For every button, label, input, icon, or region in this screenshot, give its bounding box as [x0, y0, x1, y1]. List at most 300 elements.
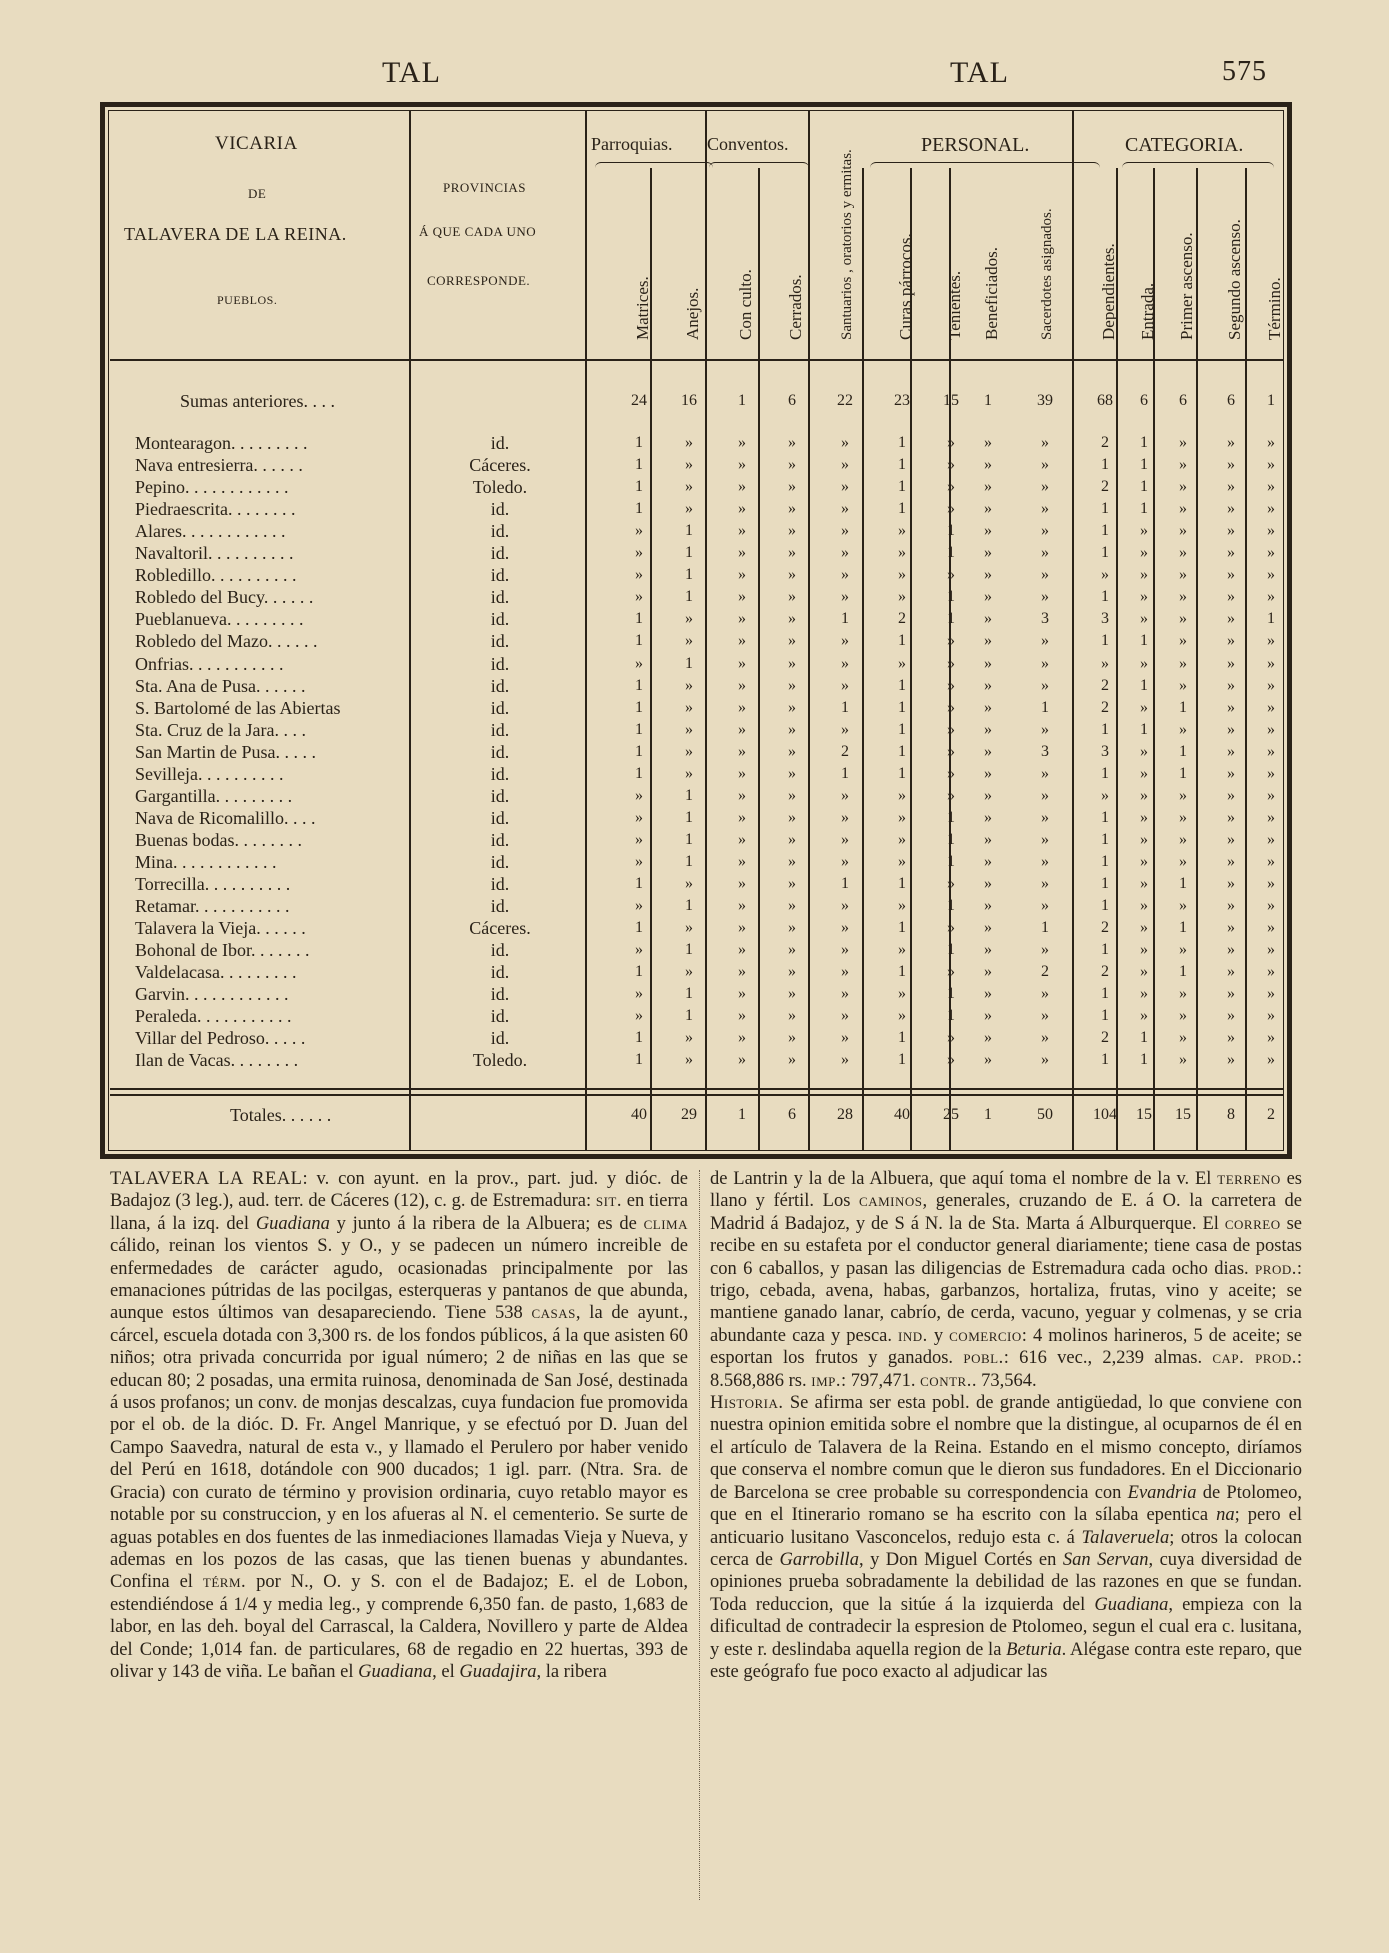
table-cell: » [1227, 919, 1235, 937]
table-cell: » [635, 897, 643, 915]
table-cell: 1 [898, 919, 906, 937]
table-cell: 1 [947, 1007, 955, 1025]
table-cell: 1 [1140, 632, 1148, 650]
table-cell: » [1041, 434, 1049, 451]
table-cell: » [898, 786, 906, 804]
place-name: Nava entresierra. . . . . . [135, 455, 303, 476]
table-cell: » [1227, 941, 1235, 959]
table-cell: » [738, 808, 746, 826]
table-cell: » [1267, 588, 1275, 606]
table-cell: 1 [841, 875, 849, 892]
table-cell: » [1140, 522, 1148, 540]
table-row [0, 520, 1389, 542]
table-cell: » [1041, 544, 1049, 562]
table-row [0, 697, 1389, 719]
province: id. [490, 785, 510, 806]
table-cell: » [788, 764, 796, 782]
table-cell: » [1267, 830, 1275, 848]
table-cell: 1 [685, 852, 693, 870]
table-cell: 1 [1101, 897, 1109, 915]
table-cell: » [1267, 720, 1275, 738]
column-heading: Beneficiados. [982, 247, 1001, 340]
table-cell: » [788, 676, 796, 694]
province: Toledo. [472, 1050, 528, 1071]
table-cell: » [1267, 566, 1275, 584]
table-cell: » [984, 897, 992, 915]
table-cell: » [1179, 632, 1187, 650]
table-cell: » [898, 522, 906, 540]
article-text: , el [432, 1661, 460, 1682]
table-cell: 1 [1101, 522, 1109, 540]
table-cell: » [685, 698, 693, 716]
table-cell: 6 [788, 1106, 796, 1123]
table-cell: » [947, 456, 955, 474]
province: id. [490, 697, 510, 718]
table-cell: » [788, 941, 796, 959]
table-cell: » [1227, 500, 1235, 518]
table-cell: » [685, 610, 693, 628]
table-cell: » [1267, 1029, 1275, 1047]
table-cell: 1 [898, 632, 906, 650]
group-categoria: CATEGORIA. [1125, 134, 1244, 156]
table-cell: 2 [1101, 698, 1109, 716]
header-de: DE [248, 186, 267, 201]
table-cell: » [841, 434, 849, 451]
table-cell: » [984, 830, 992, 848]
table-cell: » [1179, 478, 1187, 496]
table-cell: 2 [1101, 963, 1109, 981]
table-cell: » [788, 566, 796, 584]
table-cell: 1 [841, 698, 849, 716]
place-name: Pueblanueva. . . . . . . . . [135, 609, 304, 630]
table-row [0, 829, 1389, 851]
table-cell: » [984, 852, 992, 870]
table-cell: » [984, 434, 992, 451]
table-cell: » [1140, 808, 1148, 826]
article-text: correo [1224, 1213, 1281, 1234]
province: id. [490, 829, 510, 850]
article-text: imp. [811, 1370, 841, 1391]
table-cell: 3 [1041, 742, 1049, 760]
table-cell: 1 [1101, 852, 1109, 870]
table-row [0, 785, 1389, 807]
table-cell: » [1267, 897, 1275, 915]
table-cell: » [1140, 566, 1148, 584]
table-cell: » [788, 852, 796, 870]
table-cell: » [1267, 985, 1275, 1003]
table-cell: » [1227, 588, 1235, 606]
table-row [0, 608, 1389, 630]
province: id. [490, 807, 510, 828]
table-cell: 1 [635, 676, 643, 694]
table-cell: » [635, 808, 643, 826]
table-cell: 1 [947, 522, 955, 540]
table-cell: » [1041, 875, 1049, 892]
header-vicaria: VICARIA [215, 133, 298, 154]
table-cell: 1 [1101, 830, 1109, 848]
table-cell: » [1267, 764, 1275, 782]
article-text: ; otros la colocan cerca de [710, 1527, 1302, 1570]
article-text: . 73,564. [971, 1370, 1037, 1391]
table-cell: 39 [1037, 392, 1053, 409]
table-cell: » [947, 742, 955, 760]
table-cell: 1 [898, 963, 906, 981]
table-cell: 6 [1179, 392, 1187, 409]
table-cell: 1 [635, 1029, 643, 1047]
article-text: contr. [920, 1370, 972, 1391]
table-cell: 1 [685, 654, 693, 672]
place-name: Villar del Pedroso. . . . . [135, 1028, 306, 1049]
table-cell: » [1041, 830, 1049, 848]
province: Cáceres. [469, 918, 531, 939]
place-name: Talavera la Vieja. . . . . . [135, 918, 306, 939]
table-cell: 1 [1041, 698, 1049, 716]
running-head-center: TAL [950, 56, 1009, 89]
article-text: , la ribera [536, 1661, 607, 1682]
table-cell: » [1041, 676, 1049, 694]
article-text: Garrobilla [779, 1549, 859, 1570]
table-cell: » [738, 1051, 746, 1069]
table-cell: » [898, 566, 906, 584]
table-cell: » [1140, 941, 1148, 959]
table-cell: 1 [1101, 632, 1109, 650]
table-cell: » [738, 676, 746, 694]
place-name: Buenas bodas. . . . . . . . [135, 829, 302, 850]
table-cell: » [841, 632, 849, 650]
table-cell: » [898, 941, 906, 959]
table-row [0, 939, 1389, 961]
article-text: : 4 molinos harineros, 5 de aceite; se esportan los frutos y ganados. [710, 1325, 1302, 1369]
table-cell: » [1140, 830, 1148, 848]
table-cell: » [1267, 919, 1275, 937]
table-cell: 1 [1101, 941, 1109, 959]
table-cell: » [898, 852, 906, 870]
totals-row [0, 1104, 1389, 1126]
table-cell: » [788, 434, 796, 451]
table-cell: 1 [898, 720, 906, 738]
table-cell: » [984, 522, 992, 540]
table-cell: 1 [685, 830, 693, 848]
article-text: ; pero el anticuario lusitano Vasconcelos, redujo esta c. á [710, 1505, 1302, 1548]
table-cell: » [788, 830, 796, 848]
table-cell: » [685, 478, 693, 496]
table-cell: » [984, 985, 992, 1003]
table-row [0, 476, 1389, 498]
table-cell: 3 [1101, 742, 1109, 760]
table-cell: » [1267, 434, 1275, 451]
group-personal: PERSONAL. [921, 134, 1030, 156]
column-heading: Matrices. [633, 276, 652, 340]
article-text: Evandria [1127, 1482, 1197, 1503]
table-cell: 1 [898, 698, 906, 716]
place-name: Retamar. . . . . . . . . . . [135, 896, 290, 917]
table-cell: » [1227, 786, 1235, 804]
table-cell: » [841, 808, 849, 826]
table-cell: » [788, 720, 796, 738]
table-cell: » [1041, 522, 1049, 540]
province: id. [490, 1006, 510, 1027]
table-cell: » [738, 963, 746, 981]
table-cell: 1 [947, 830, 955, 848]
table-cell: 1 [685, 1007, 693, 1025]
table-cell: » [1267, 456, 1275, 474]
table-cell: » [635, 941, 643, 959]
header-provincias: PROVINCIAS [443, 180, 527, 195]
table-cell: 1 [685, 522, 693, 540]
table-cell: » [1140, 654, 1148, 672]
table-cell: 1 [898, 456, 906, 474]
province: id. [490, 499, 510, 520]
table-cell: 1 [635, 963, 643, 981]
article-text: . Alégase contra este reparo, que este geógrafo fue poco exacto al adjudicar las [710, 1639, 1302, 1682]
table-cell: » [738, 456, 746, 474]
place-name: Robledo del Mazo. . . . . . [135, 631, 318, 652]
column-heading: Anejos. [683, 287, 702, 340]
table-cell: » [841, 676, 849, 694]
table-cell: » [841, 456, 849, 474]
table-cell: » [947, 764, 955, 782]
province: id. [490, 675, 510, 696]
article-text: : 797,471. [841, 1370, 921, 1391]
table-cell: 23 [894, 392, 910, 409]
table-cell: » [1140, 875, 1148, 892]
table-cell: » [685, 632, 693, 650]
table-cell: » [984, 654, 992, 672]
table-cell: » [1267, 478, 1275, 496]
column-heading: Curas párrocos. [896, 233, 915, 340]
table-cell: » [1267, 1007, 1275, 1025]
column-heading: Término. [1265, 277, 1284, 340]
article-text: TALAVERA LA REAL [110, 1169, 303, 1189]
article-text: Guadajira [459, 1661, 537, 1682]
place-name: Navaltoril. . . . . . . . . . [135, 543, 294, 564]
place-name: Sevilleja. . . . . . . . . . [135, 763, 284, 784]
table-cell: » [1041, 985, 1049, 1003]
table-cell: » [1267, 808, 1275, 826]
table-cell: » [947, 875, 955, 892]
place-name: San Martin de Pusa. . . . . [135, 741, 316, 762]
article-text: Guadiana [1094, 1594, 1169, 1615]
table-cell: 1 [635, 742, 643, 760]
table-cell: 1 [635, 698, 643, 716]
table-cell: 1 [635, 632, 643, 650]
table-cell: » [1267, 500, 1275, 518]
table-cell: 2 [1041, 963, 1049, 981]
table-cell: » [685, 434, 693, 451]
article-column-left [110, 1168, 688, 1903]
place-name: Onfrias. . . . . . . . . . . [135, 653, 284, 674]
table-cell: » [1140, 786, 1148, 804]
article-text: : v. con ayunt. en la prov., part. jud. y dióc. de Badajoz (3 leg.), aud. terr. de Cáceres (12), c. g. de Estremadura: [110, 1169, 688, 1212]
table-cell: » [788, 963, 796, 981]
table-cell: 1 [738, 392, 746, 409]
table-cell: 1 [1140, 676, 1148, 694]
table-cell: 1 [738, 1106, 746, 1123]
table-cell: » [738, 434, 746, 451]
article-text: y [927, 1325, 950, 1346]
table-cell: » [984, 478, 992, 496]
table-cell: » [788, 875, 796, 892]
table-cell: » [1227, 985, 1235, 1003]
place-name: Montearagon. . . . . . . . . [135, 433, 308, 453]
table-cell: » [984, 786, 992, 804]
column-heading: Entrada. [1138, 282, 1157, 340]
article-text: , generales, cruzando de E. á O. la carretera de Madrid á Badajoz, y de S á N. la de Sta. Marta á Alburquerque. El [710, 1191, 1302, 1234]
table-row [0, 851, 1389, 873]
table-cell: 1 [841, 610, 849, 628]
table-cell: 1 [1101, 720, 1109, 738]
article-text: San Servan [1062, 1549, 1149, 1570]
header-provincias-3: CORRESPONDE. [427, 273, 531, 288]
table-cell: 50 [1037, 1106, 1053, 1123]
table-cell: 1 [984, 1106, 992, 1123]
table-cell: » [1041, 852, 1049, 870]
table-cell: » [841, 544, 849, 562]
table-cell: 1 [635, 875, 643, 892]
table-cell: 1 [635, 500, 643, 518]
province: Cáceres. [469, 455, 531, 476]
table-cell: » [788, 478, 796, 496]
article-text: cap. prod. [1212, 1348, 1297, 1369]
table-cell: 1 [947, 610, 955, 628]
table-cell: » [947, 654, 955, 672]
table-cell: 6 [788, 392, 796, 409]
table-cell: 1 [635, 478, 643, 496]
province: id. [490, 741, 510, 762]
table-cell: » [1041, 478, 1049, 496]
place-name: Sumas anteriores. . . . [180, 391, 335, 411]
table-cell: » [788, 500, 796, 518]
table-cell: 2 [1101, 919, 1109, 937]
article-text: Guadiana [255, 1213, 330, 1234]
table-cell: 1 [898, 1051, 906, 1069]
province: id. [490, 631, 510, 652]
table-cell: » [947, 478, 955, 496]
table-row [0, 719, 1389, 741]
table-cell: » [1179, 544, 1187, 562]
table-cell: » [1041, 456, 1049, 474]
table-cell: » [788, 985, 796, 1003]
table-cell: » [841, 1051, 849, 1069]
table-cell: » [1227, 566, 1235, 584]
table-cell: » [984, 808, 992, 826]
table-cell: 1 [1179, 919, 1187, 937]
table-cell: » [1140, 897, 1148, 915]
table-cell: » [1267, 654, 1275, 672]
table-cell: » [1179, 500, 1187, 518]
table-cell: » [1227, 544, 1235, 562]
place-name: Sta. Ana de Pusa. . . . . . [135, 675, 306, 696]
table-cell: » [788, 1051, 796, 1069]
article-text: clima [643, 1213, 688, 1234]
table-cell: » [947, 500, 955, 518]
table-cell: » [984, 544, 992, 562]
table-cell: » [788, 610, 796, 628]
table-cell: » [1101, 786, 1109, 804]
table-cell: » [984, 875, 992, 892]
table-cell: » [1267, 676, 1275, 694]
table-cell: » [1140, 919, 1148, 937]
table-row [0, 917, 1389, 939]
table-cell: » [635, 522, 643, 540]
table-row [0, 630, 1389, 652]
table-cell: » [788, 544, 796, 562]
table-cell: » [1140, 544, 1148, 562]
table-cell: » [685, 919, 693, 937]
article-text: ind. [898, 1325, 928, 1346]
province: id. [490, 433, 510, 453]
table-cell: » [1041, 764, 1049, 782]
table-cell: 1 [1101, 1007, 1109, 1025]
table-cell: » [1179, 1029, 1187, 1047]
table-cell: 1 [1179, 875, 1187, 892]
table-cell: 1 [685, 544, 693, 562]
table-cell: 15 [1136, 1106, 1152, 1123]
table-cell: » [635, 852, 643, 870]
article-text: de Ptolomeo, que en el Itinerario romano se ha escrito con la sílaba epentica [710, 1482, 1302, 1526]
table-cell: » [738, 720, 746, 738]
table-cell: 1 [685, 808, 693, 826]
table-cell: 1 [947, 808, 955, 826]
province: id. [490, 940, 510, 961]
table-cell: » [1140, 852, 1148, 870]
province: Toledo. [472, 477, 528, 498]
table-row [0, 961, 1389, 983]
article-text: de Lantrin y la de la Albuera, que aquí toma el nombre de la v. El [710, 1169, 1218, 1189]
article-text: Historia. [710, 1393, 784, 1414]
table-cell: » [635, 786, 643, 804]
table-cell: 1 [1140, 1051, 1148, 1069]
column-heading: Primer ascenso. [1177, 232, 1196, 340]
table-cell: 1 [1179, 698, 1187, 716]
place-name: Ilan de Vacas. . . . . . . . [135, 1050, 299, 1071]
brace-personal [870, 162, 1100, 171]
table-cell: 1 [635, 434, 643, 451]
table-cell: 40 [894, 1106, 910, 1123]
table-cell: » [1267, 941, 1275, 959]
table-cell: » [984, 456, 992, 474]
table-cell: » [898, 897, 906, 915]
table-cell: » [1140, 963, 1148, 981]
table-row [0, 1049, 1389, 1071]
table-cell: » [1267, 852, 1275, 870]
province: id. [490, 1028, 510, 1049]
table-cell: » [1140, 742, 1148, 760]
table-cell: » [1101, 654, 1109, 672]
place-name: Bohonal de Ibor. . . . . . . [135, 940, 310, 961]
table-cell: » [1140, 764, 1148, 782]
table-cell: » [1140, 588, 1148, 606]
table-cell: 1 [898, 764, 906, 782]
table-cell: » [1267, 963, 1275, 981]
table-cell: » [738, 632, 746, 650]
table-cell: » [841, 919, 849, 937]
table-cell: 1 [898, 478, 906, 496]
table-cell: 6 [1140, 392, 1148, 409]
table-cell: 1 [1179, 742, 1187, 760]
table-cell: » [1041, 941, 1049, 959]
table-cell: » [841, 522, 849, 540]
province: id. [490, 565, 510, 586]
brace-categoria [1122, 162, 1274, 171]
running-head-left: TAL [382, 56, 441, 89]
column-heading: Cerrados. [786, 274, 805, 340]
table-row [0, 983, 1389, 1005]
table-cell: » [788, 632, 796, 650]
table-cell: » [1179, 566, 1187, 584]
table-cell: » [685, 720, 693, 738]
table-cell: » [841, 478, 849, 496]
